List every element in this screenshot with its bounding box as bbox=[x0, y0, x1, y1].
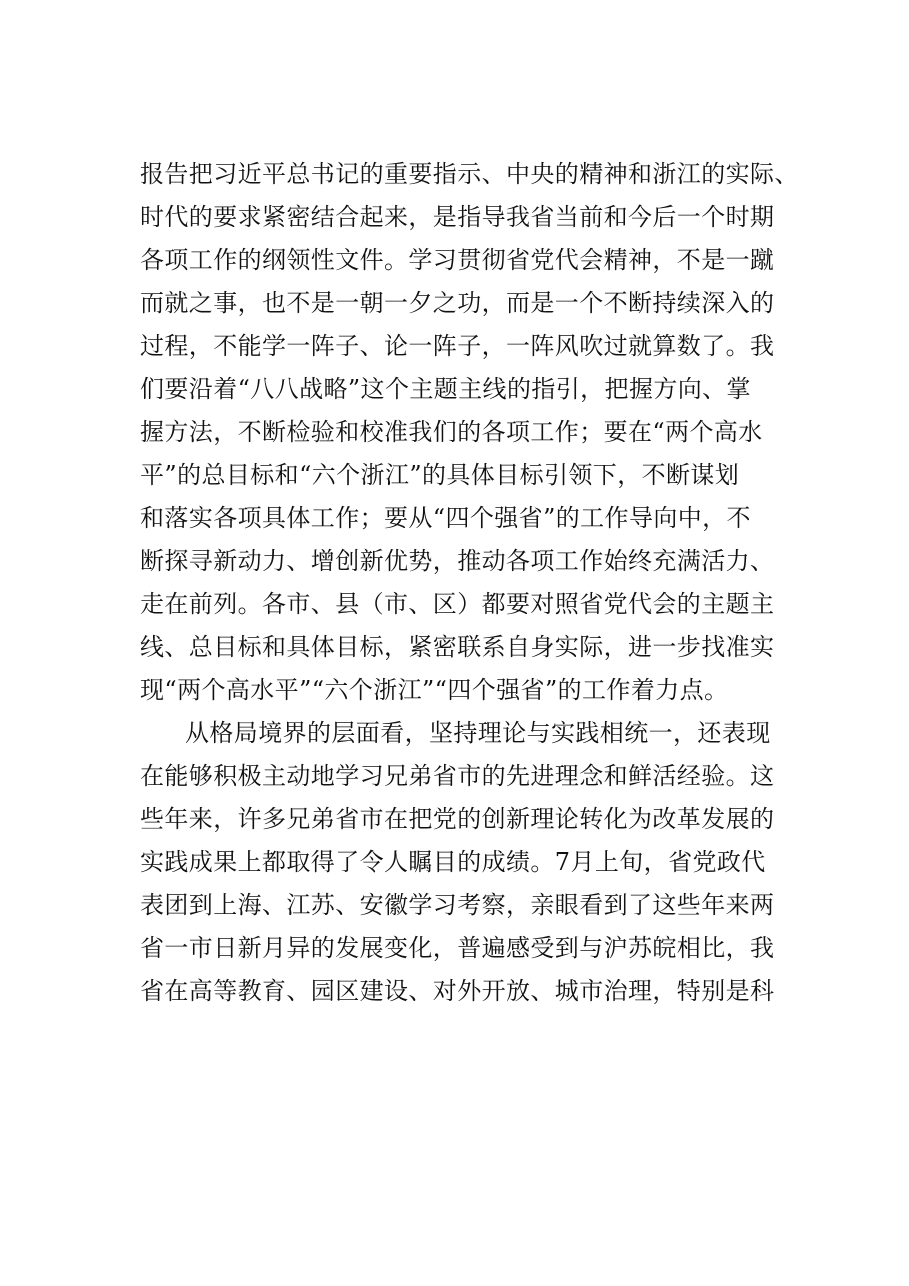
text-line: 省在高等教育、园区建设、对外开放、城市治理，特别是科 bbox=[140, 977, 775, 1005]
text-line: 走在前列。各市、县（市、区）都要对照省党代会的主题主 bbox=[140, 590, 775, 618]
body-text bbox=[140, 153, 799, 1013]
paragraph-2 bbox=[140, 712, 780, 1013]
text-line: 报告把习近平总书记的重要指示、中央的精神和浙江的实际、 bbox=[140, 160, 799, 188]
text-line: 在能够积极主动地学习兄弟省市的先进理念和鲜活经验。这 bbox=[140, 762, 775, 790]
text-line: 省一市日新月异的发展变化，普遍感受到与沪苏皖相比，我 bbox=[140, 934, 775, 962]
text-line: 和落实各项具体工作；要从“四个强省”的工作导向中，不 bbox=[140, 504, 751, 532]
text-line: 现“两个高水平”“六个浙江”“四个强省”的工作着力点。 bbox=[140, 676, 729, 704]
text-line: 线、总目标和具体目标，紧密联系自身实际，进一步找准实 bbox=[140, 633, 775, 661]
text-line: 表团到上海、江苏、安徽学习考察，亲眼看到了这些年来两 bbox=[140, 891, 775, 919]
text-line: 握方法，不断检验和校准我们的各项工作；要在“两个高水 bbox=[140, 418, 763, 446]
text-line: 些年来，许多兄弟省市在把党的创新理论转化为改革发展的 bbox=[140, 805, 775, 833]
text-line: 过程，不能学一阵子、论一阵子，一阵风吹过就算数了。我 bbox=[140, 332, 775, 360]
text-line: 们要沿着“八八战略”这个主题主线的指引，把握方向、掌 bbox=[140, 375, 751, 403]
text-line: 平”的总目标和“六个浙江”的具体目标引领下，不断谋划 bbox=[140, 461, 740, 489]
text-line: 各项工作的纲领性文件。学习贯彻省党代会精神，不是一蹴 bbox=[140, 246, 775, 274]
text-line: 断探寻新动力、增创新优势，推动各项工作始终充满活力、 bbox=[140, 547, 775, 575]
text-line: 实践成果上都取得了令人瞩目的成绩。7月上旬，省党政代 bbox=[140, 848, 766, 876]
text-line: 时代的要求紧密结合起来，是指导我省当前和今后一个时期 bbox=[140, 203, 775, 231]
paragraph-1 bbox=[140, 153, 799, 712]
text-line: 从格局境界的层面看，坚持理论与实践相统一，还表现 bbox=[185, 719, 771, 747]
text-line: 而就之事，也不是一朝一夕之功，而是一个不断持续深入的 bbox=[140, 289, 775, 317]
